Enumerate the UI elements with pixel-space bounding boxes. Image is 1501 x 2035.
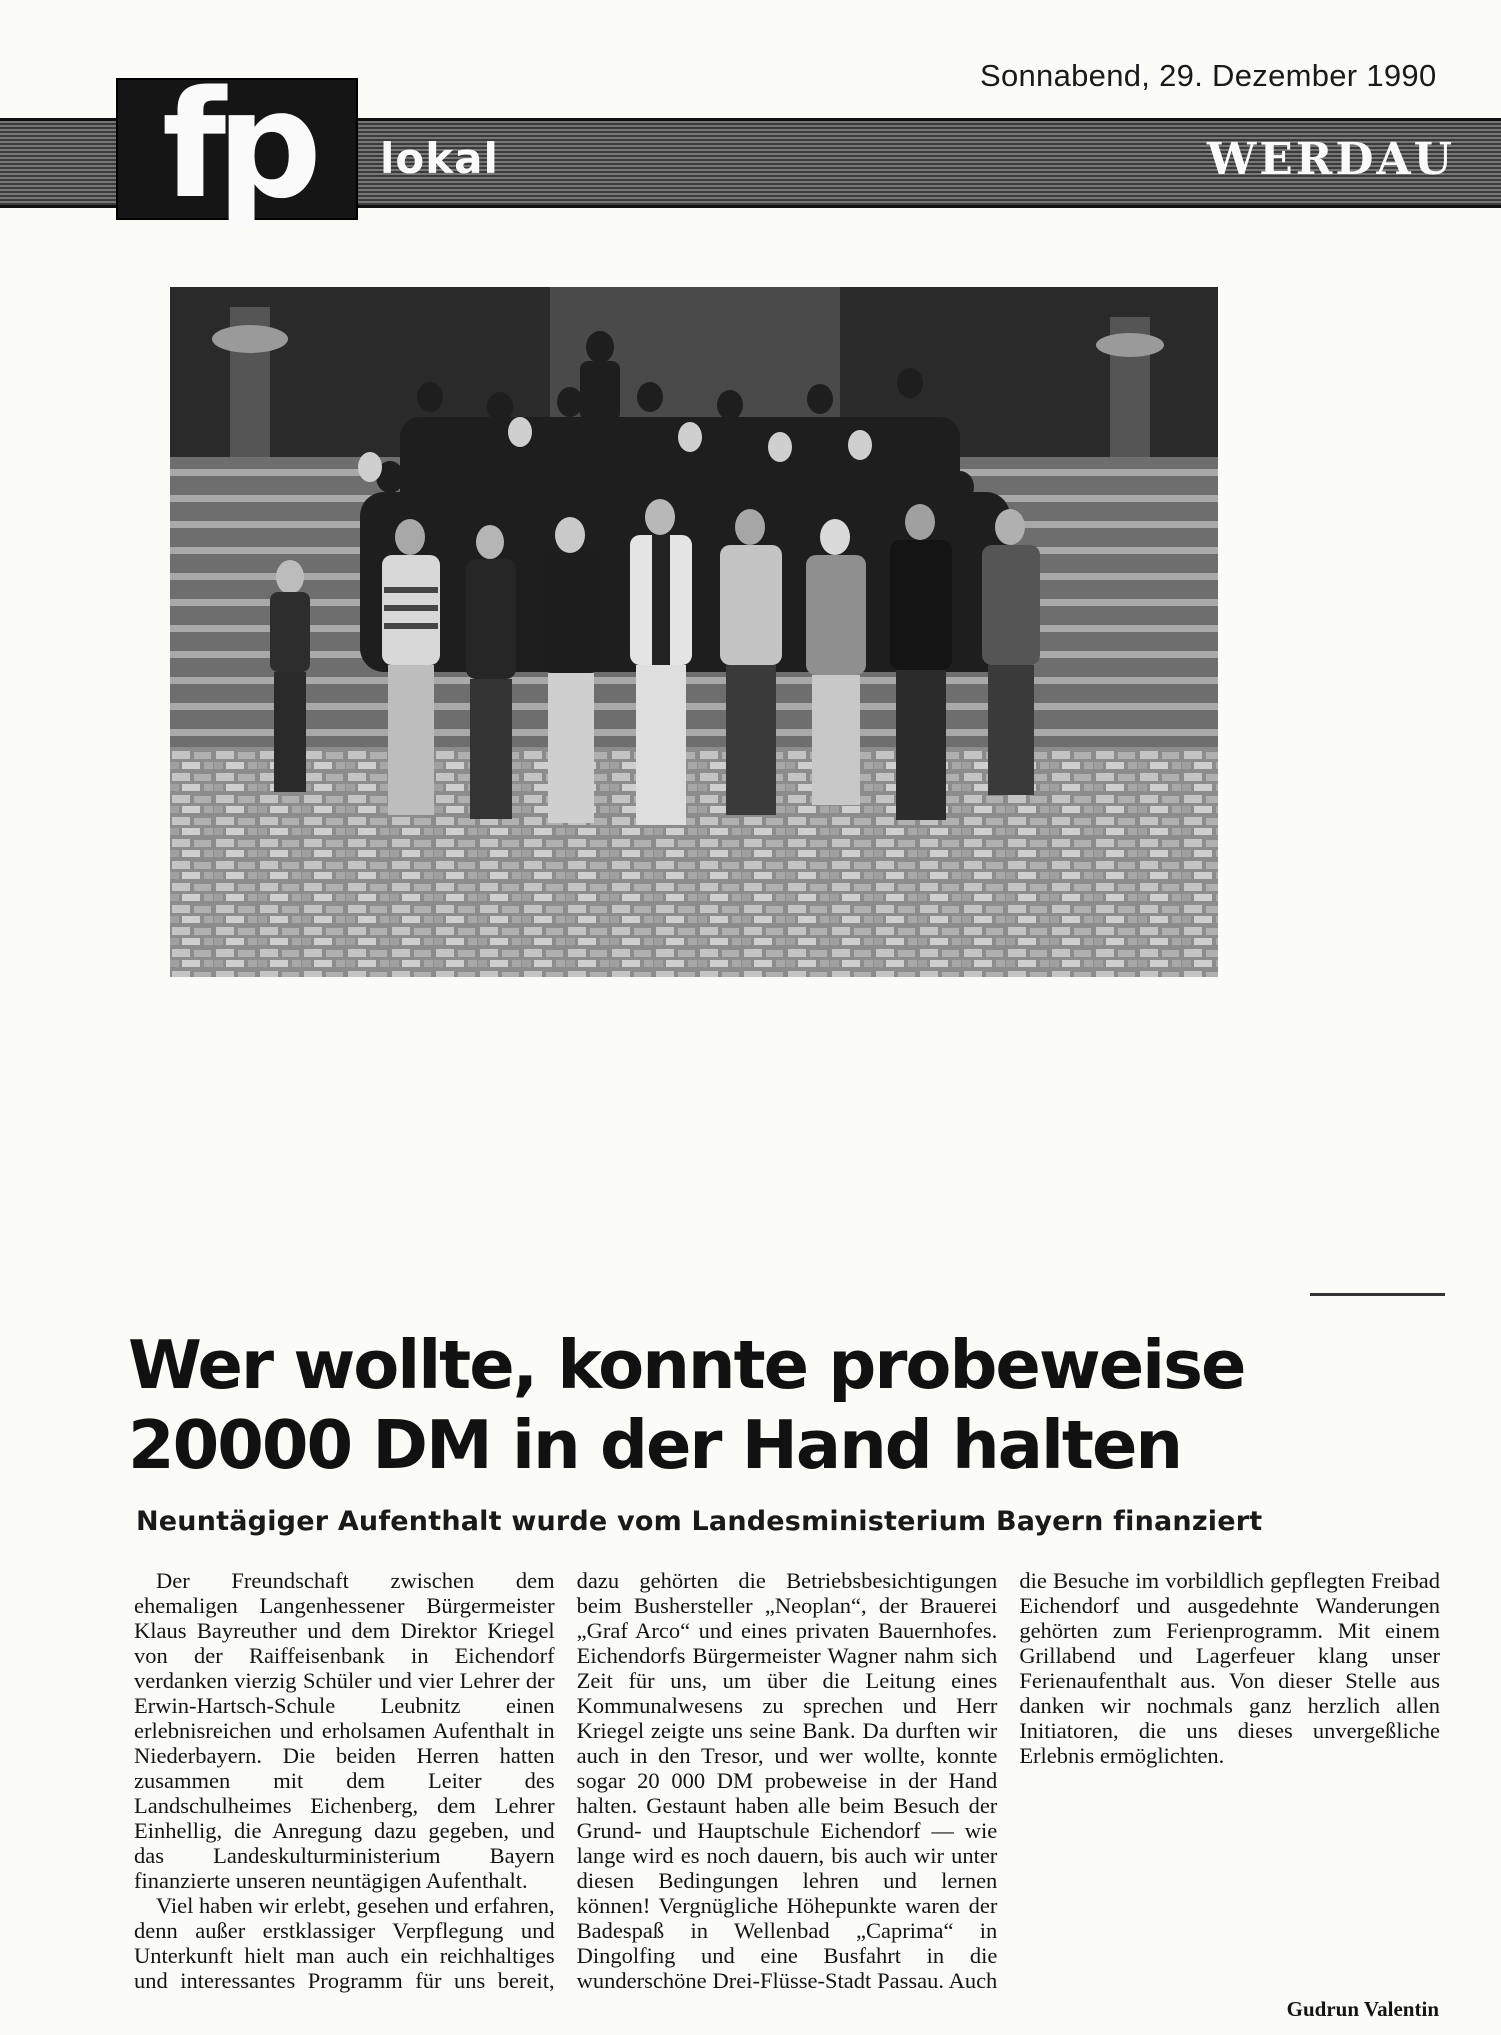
article-headline: Wer wollte, konnte probeweise 20000 DM in der Hand halten [128,1326,1245,1484]
article-subheadline: Neuntägiger Aufenthalt wurde vom Landesministerium Bayern finanziert [136,1506,1263,1537]
article-body [134,1568,1440,2008]
article-paragraph: Viel haben wir erlebt, gesehen und erfahren, denn außer erstklassiger Verpflegung und Unterkunft hielt man auch ein reichhaltiges und interessantes Programm für uns bereit, dazu gehörten die Betriebsbesichtigungen beim Bushersteller „Neoplan“, der Brauerei „Graf Arco“ und eines privaten Bauernhofes. Eichendorfs Bürgermeister Wagner nahm sich Zeit für uns, um über die Leitung eines Kommunalwesens zu sprechen und Herr Kriegel zeigte uns seine Bank. Da durften wir auch in den Tresor, und wer wollte, konnte sogar 20 000 DM probeweise in der Hand halten. Gestaunt haben alle beim Besuch der Grund- und Hauptschule Eichendorf — wie lange wird es noch dauern, bis auch wir unter diesen Bedingungen lehren und lernen können! Vergnügliche Höhepunkte waren der Badespaß in Wellenbad „Caprima“ in Dingolfing und eine Busfahrt in die wunderschöne Drei-Flüsse-Stadt Passau. Auch die Besuche im vorbildlich gepflegten Freibad Eichendorf und ausgedehnte Wanderungen gehörten zum Ferienprogramm. Mit einem Grillabend und Lagerfeuer klang unser Ferienaufenthalt aus. Von dieser Stelle aus danken wir nochmals ganz herzlich allen Initiatoren, die uns dieses unvergeßliche Erlebnis ermöglichten. [134,1568,1440,1993]
article-paragraph: Der Freundschaft zwischen dem ehemaligen Langenhessener Bürgermeister Klaus Bayreuther und dem Direktor Kriegel von der Raiffeisenbank in Eichendorf verdanken vierzig Schüler und vier Lehrer der Erwin-Hartsch-Schule Leubnitz einen erlebnisreichen und erholsamen Aufenthalt in Niederbayern. Die beiden Herren hatten zusammen mit dem Leiter des Landschulheimes Eichenberg, dem Lehrer Einhellig, die Anregung dazu gegeben, und das Landeskulturministerium Bayern finanzierte unseren neuntägigen Aufenthalt. [134,1568,555,1893]
group-photo [170,287,1218,977]
newspaper-logo: fp [161,59,313,231]
group-photo-illustration [170,287,1218,977]
article-author: Gudrun Valentin [1286,1997,1439,2021]
city-label: WERDAU [1206,134,1455,185]
column-divider-rule [1310,1293,1445,1296]
section-label: lokal [380,134,499,183]
publication-date: Sonnabend, 29. Dezember 1990 [980,58,1437,93]
